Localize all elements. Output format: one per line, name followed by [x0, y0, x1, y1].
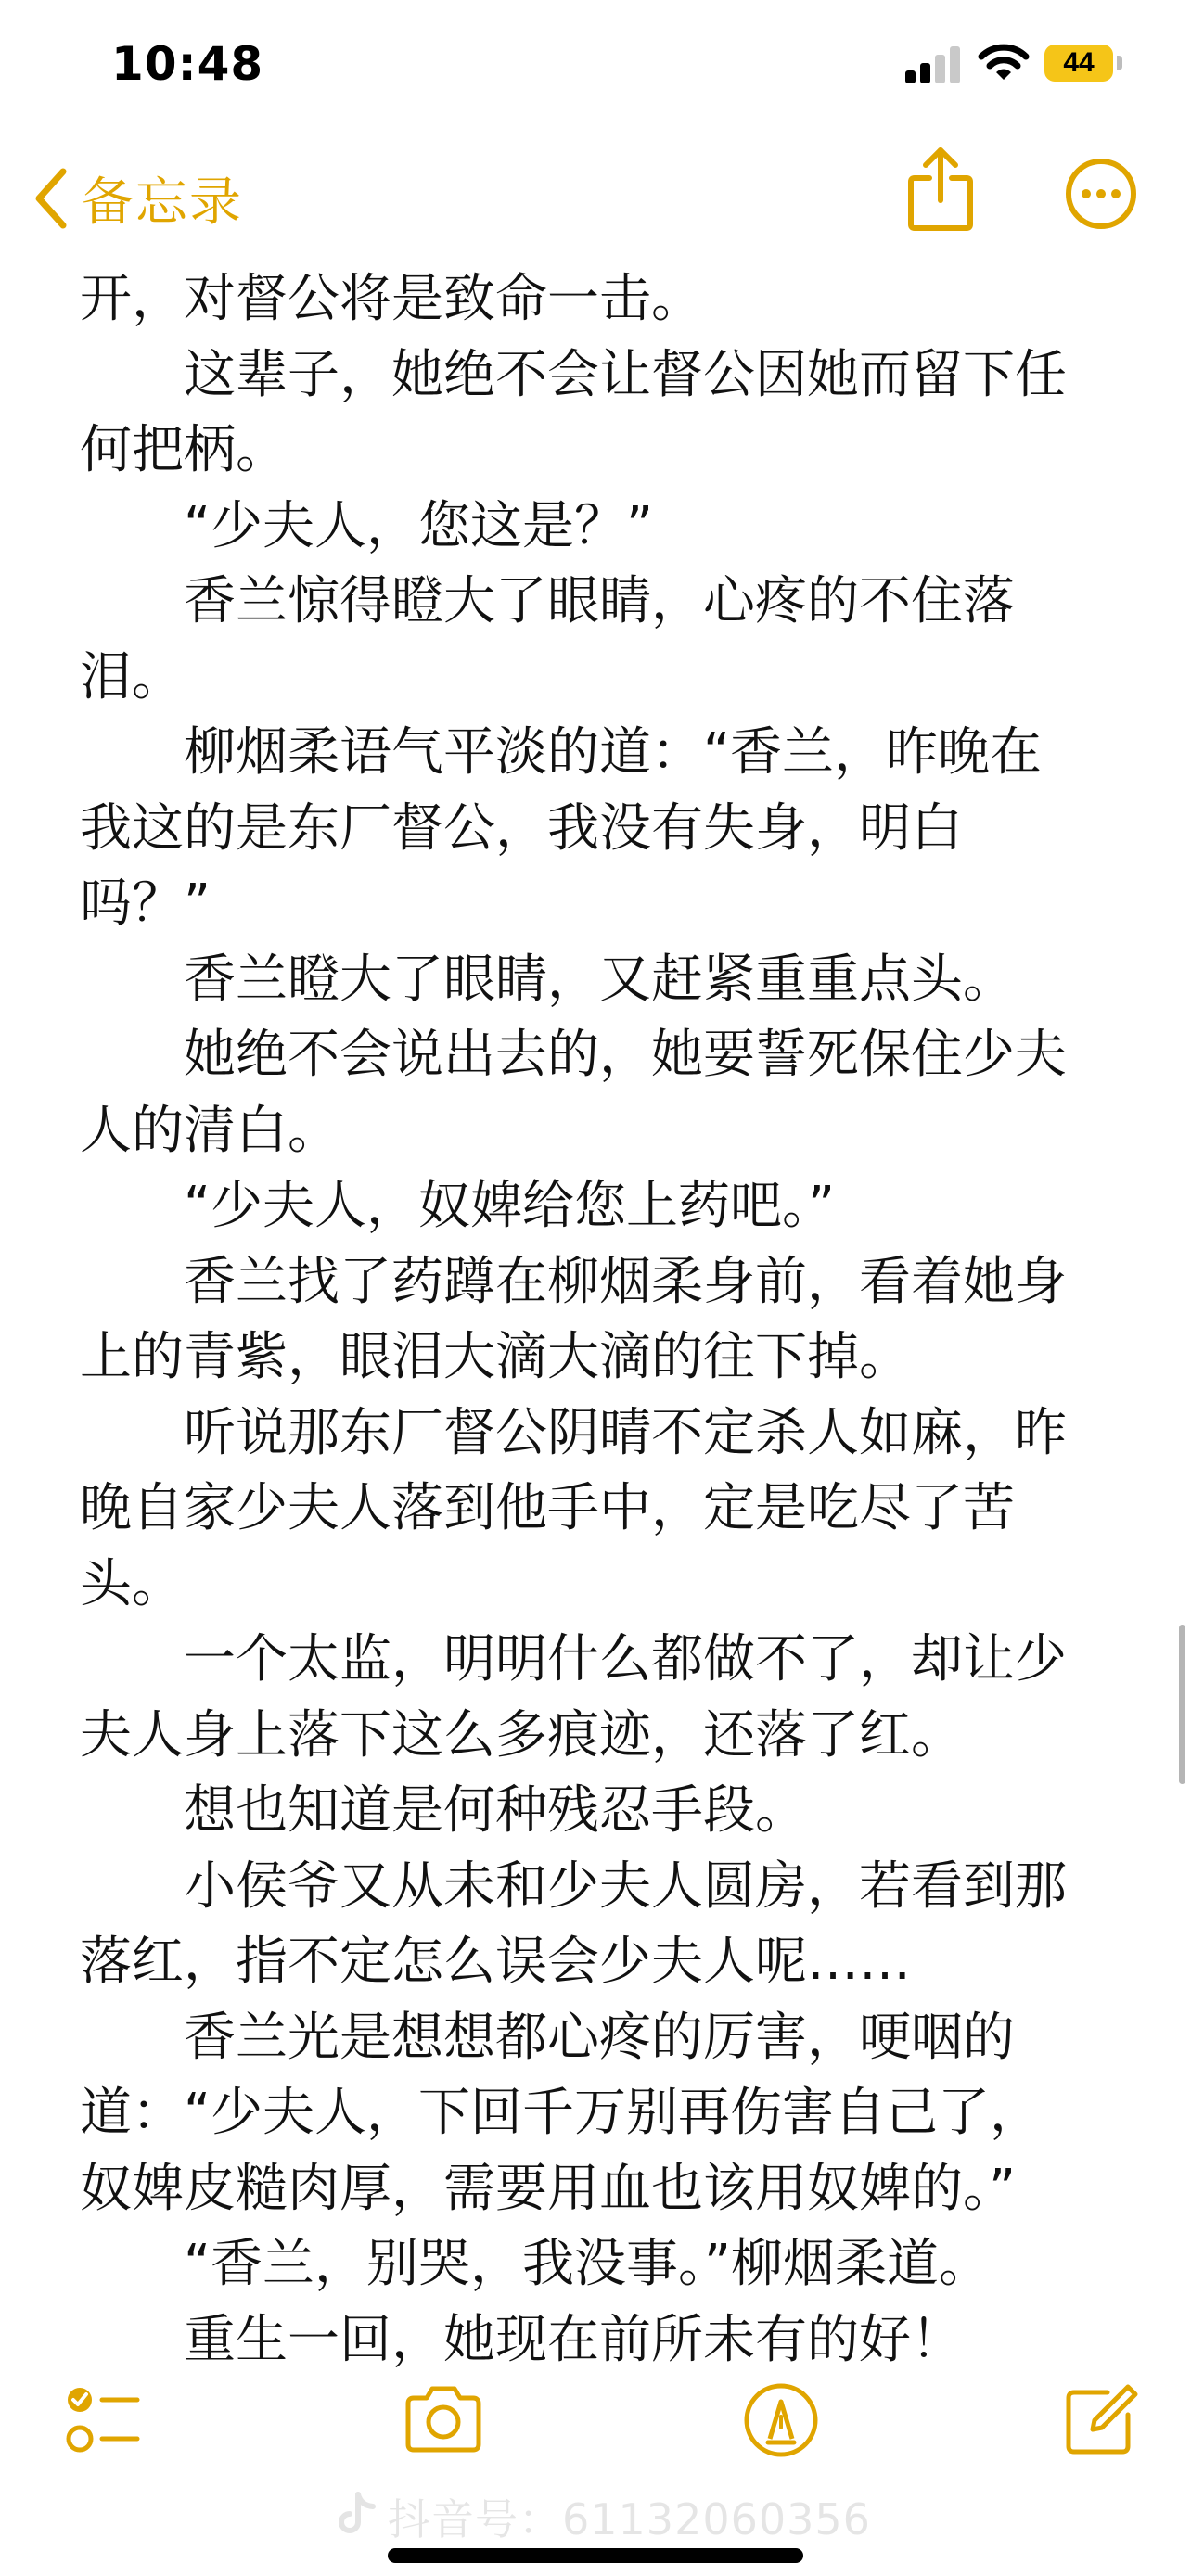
note-line: “少夫人，奴婢给您上药吧。” — [80, 1176, 836, 1236]
note-line: 香兰惊得瞪大了眼睛，心疼的不住落 — [80, 571, 1015, 631]
wifi-icon — [978, 43, 1030, 83]
battery-indicator: 44 — [1044, 45, 1113, 82]
note-line: 这辈子，她绝不会让督公因她而留下任 — [80, 344, 1067, 405]
note-line: 我这的是东厂督公，我没有失身，明白 — [80, 797, 963, 859]
more-button[interactable] — [1065, 158, 1137, 230]
checklist-button[interactable] — [59, 2374, 152, 2467]
note-line: 听说那东厂督公阴晴不定杀人如麻，昨 — [80, 1402, 1067, 1463]
note-line: 上的青紫，眼泪大滴大滴的往下掉。 — [80, 1327, 911, 1387]
compose-icon — [1056, 2374, 1148, 2467]
tiktok-logo-icon — [334, 2491, 377, 2543]
bottom-toolbar — [0, 2374, 1191, 2476]
scroll-indicator[interactable] — [1179, 1625, 1185, 1784]
note-line: 小侯爷又从未和少夫人圆房，若看到那 — [80, 1855, 1067, 1917]
note-line: 柳烟柔语气平淡的道：“香兰，昨晚在 — [80, 722, 1043, 783]
chevron-left-icon — [32, 166, 69, 231]
camera-button[interactable] — [397, 2374, 490, 2467]
note-line: 头。 — [80, 1553, 184, 1614]
back-button[interactable] — [32, 152, 243, 245]
note-line: 香兰瞪大了眼睛，又赶紧重重点头。 — [80, 949, 1015, 1010]
navigation-bar — [0, 139, 1191, 260]
checklist-icon — [59, 2374, 152, 2467]
note-line: 泪。 — [80, 646, 184, 708]
note-line: 奴婢皮糙肉厚，需要用血也该用奴婢的。” — [80, 2158, 1017, 2219]
compose-button[interactable] — [1056, 2374, 1148, 2467]
watermark-text: 抖音号：61132060356 — [388, 2494, 871, 2544]
note-line: 夫人身上落下这么多痕迹，还落了红。 — [80, 1704, 963, 1766]
share-button[interactable] — [905, 145, 976, 234]
note-line: 香兰光是想想都心疼的厉害，哽咽的 — [80, 2007, 1015, 2068]
camera-icon — [397, 2374, 490, 2467]
note-line: 落红，指不定怎么误会少夫人呢…… — [80, 1932, 911, 1992]
note-line: 香兰找了药蹲在柳烟柔身前，看着她身 — [80, 1251, 1067, 1312]
status-bar — [0, 0, 1191, 139]
note-line: 吗？” — [80, 874, 211, 934]
share-icon — [905, 220, 976, 237]
note-line: “香兰，别哭，我没事。”柳烟柔道。 — [80, 2234, 992, 2294]
back-label: 备忘录 — [82, 172, 243, 233]
status-time: 10:48 — [111, 37, 264, 91]
note-line: 人的清白。 — [80, 1100, 339, 1161]
pen-tip-icon — [735, 2374, 827, 2467]
note-body[interactable] — [80, 261, 1137, 2378]
cellular-signal-icon — [905, 46, 965, 83]
watermark — [334, 2489, 871, 2544]
note-line: 重生一回，她现在前所未有的好！ — [80, 2309, 963, 2370]
note-line: “少夫人，您这是？” — [80, 495, 654, 556]
home-indicator[interactable] — [388, 2548, 803, 2563]
note-line: 想也知道是何种残忍手段。 — [80, 1780, 807, 1841]
note-line: 一个太监，明明什么都做不了，却让少 — [80, 1629, 1067, 1690]
markup-button[interactable] — [735, 2374, 827, 2467]
note-line: 她绝不会说出去的，她要誓死保住少夫 — [80, 1025, 1067, 1085]
battery-terminal — [1117, 56, 1122, 70]
note-line: 何把柄。 — [80, 420, 288, 480]
note-line: 晚自家少夫人落到他手中，定是吃尽了苦 — [80, 1478, 1015, 1538]
note-line: 道：“少夫人，下回千万别再伤害自己了， — [80, 2083, 1043, 2143]
note-line: 开，对督公将是致命一击。 — [80, 269, 703, 329]
ellipsis-circle-icon — [1065, 216, 1137, 234]
